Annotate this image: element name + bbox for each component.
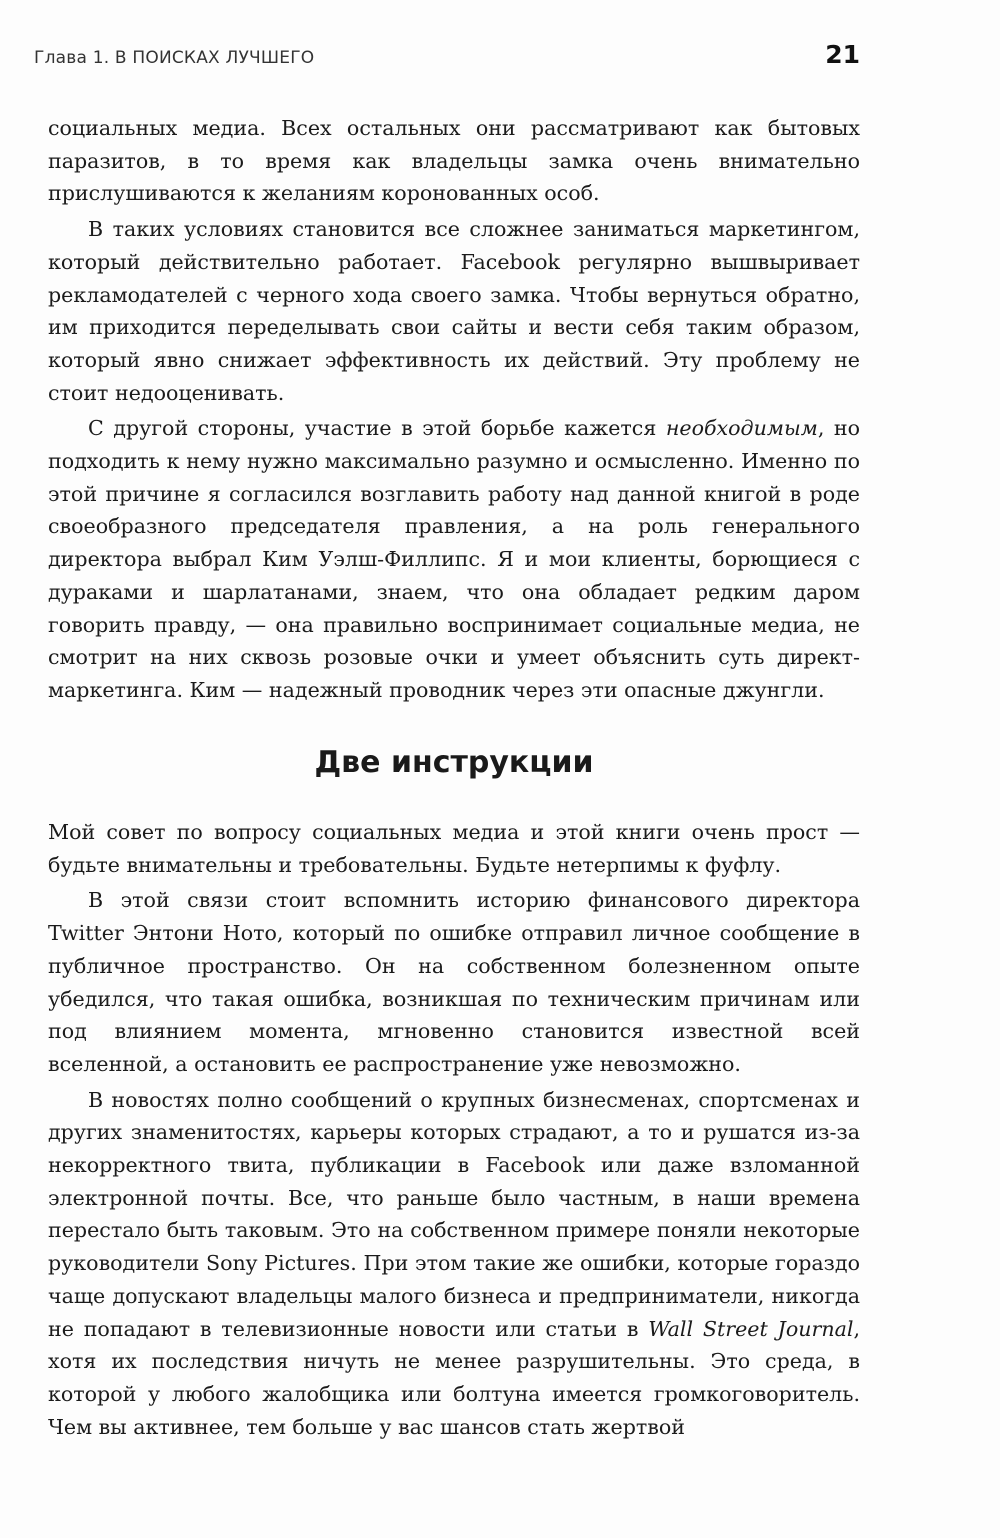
paragraph-text: С другой стороны, участие в этой борьбе кажется (88, 416, 666, 441)
emphasis-text: Wall Street Journal (648, 1316, 854, 1341)
paragraph: Мой совет по вопросу социальных медиа и этой книги очень прост — будьте внимательны и требовательны. Будьте нетерпимы к фуфлу. (48, 820, 860, 877)
section-heading: Две инструкции (314, 745, 594, 780)
paragraph: В этой связи стоит вспомнить историю финансового директора Twitter Энтони Ното, который по ошибке отправил личное сообщение в публичное пространство. Он на собственном болезненном опыте убедился, что такая ошибка, возникшая по техническим причинам или под влиянием момента, мгновенно становится известной всей вселенной, а остановить ее распространение уже невозможно. (48, 888, 860, 1076)
paragraph (48, 412, 860, 706)
paragraph: В таких условиях становится все сложнее заниматься маркетингом, который действительно работает. Facebook регулярно вышвыривает рекламодателей с черного хода своего замка. Чтобы вернуться обратно, им приходится переделывать свои сайты и вести себя таким образом, который явно снижает эффективность их действий. Эту проблему не стоит недооценивать. (48, 217, 860, 405)
running-head: Глава 1. В ПОИСКАХ ЛУЧШЕГО (34, 48, 315, 68)
paragraph-text: , но подходить к нему нужно максимально разумно и осмысленно. Именно по этой причине я согласился возглавить работу над данной книгой в роде своеобразного председателя правления, а на роль генерального директора выбрал Ким Уэлш-Филлипс. Я и мои клиенты, борющиеся с дураками и шарлатанами, знаем, что она обладает редким даром говорить правду, — она правильно воспринимает социальные медиа, не смотрит на них сквозь розовые очки и умеет объяснить суть директ-маркетинга. Ким — надежный проводник через эти опасные джунгли. (48, 416, 860, 702)
paragraph (48, 1084, 860, 1444)
section-2-body (48, 816, 860, 1443)
emphasis-text: необходимым (665, 416, 818, 441)
paragraph-text: В новостях полно сообщений о крупных бизнесменах, спортсменах и других знаменитостях, карьеры которых страдают, а то и рушатся из-за некорректного твита, публикации в Facebook или даже взломанной электронной почты. Все, что раньше было частным, в наши времена перестало быть таковым. Это на собственном примере поняли некоторые руководители Sony Pictures. При этом такие же ошибки, которые гораздо чаще допускают владельцы малого бизнеса и предприниматели, никогда не попадают в телевизионные новости или статьи в (48, 1087, 860, 1341)
paragraph-continued: социальных медиа. Всех остальных они рассматривают как бытовых паразитов, в то время как владельцы замка очень внимательно прислушиваются к желаниям коронованных особ. (48, 116, 860, 206)
page-number: 21 (825, 40, 860, 69)
paragraph-text: , хотя их последствия ничуть не менее разрушительны. Это среда, в которой у любого жалобщика или болтуна имеется громкоговоритель. Чем вы активнее, тем больше у вас шансов стать жертвой (48, 1316, 860, 1439)
section-1-body (48, 112, 860, 707)
